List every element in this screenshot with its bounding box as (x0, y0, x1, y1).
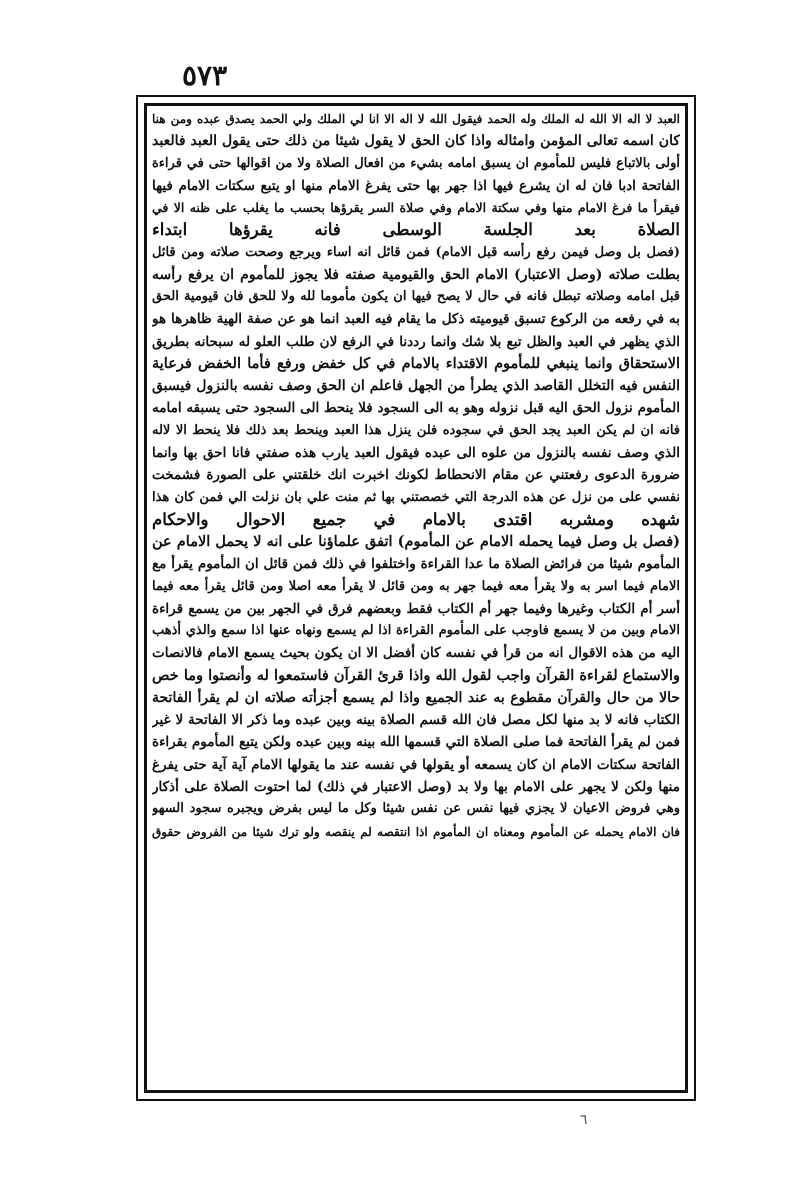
text-line: الامام وبين من لا يسمع فاوجب على المأموم القراءة اذا لم يسمع ونهاه عنها اذا سمع والذي أذهب (152, 623, 680, 639)
text-line: الذي يظهر في العبد والظل تبع بلا شك وانما رددنا في الرفع لان طلب العلو له سبحانه بطريق (152, 333, 680, 350)
text-line: الفاتحة ادبا فان له ان يشرع فيها اذا جهر بها حتى يفرغ الامام منها او يتبع سكتات الامام فيها (152, 177, 680, 194)
text-line: المأموم شيئا من فرائض الصلاة ما عدا القراءة واختلفوا في ذلك فمن قائل ان المأموم يقرأ مع (152, 556, 680, 573)
body-text (152, 108, 680, 1088)
text-line: اليه من هذه الاقوال انه من قرأ في نفسه كان أفضل الا ان يكون بحيث يسمع الامام فالانصات (152, 645, 680, 662)
text-line: به في رفعه من الركوع تسبق قيوميته ذكل ما يقام فيه العبد انما هو عن صفة الهية ظاهرها هو (152, 311, 680, 328)
text-line: أسر أم الكتاب وغيرها وفيما جهر أم الكتاب فقط وبعضهم فرق في الجهر بين من يسمع قراءة (152, 600, 680, 617)
text-line: الكتاب فانه لا بد منها لكل مصل فان الله قسم الصلاة بينه وبين عبده وما ذكر الا الفاتحة لا غير (152, 712, 680, 729)
text-line: حالا من حال والقرآن مقطوع به عند الجميع واذا لم يسمع أجزأته صلاته ان لم يقرأ الفاتحة (152, 689, 680, 706)
page-number: ٥٧٣ (182, 59, 228, 92)
text-line: كان اسمه تعالى المؤمن وامثاله واذا كان الحق لا يقول شيئا من ذلك حتى يقول العبد فالعبد (152, 133, 680, 150)
text-line: شهده ومشربه اقتدى بالامام في جميع الاحوال والاحكام (152, 509, 680, 529)
text-line: منها ولكن لا يجهر على الامام بها ولا بد (وصل الاعتبار في ذلك) لما احتوت الصلاة على أذكار (152, 778, 680, 795)
text-line: الذي وصف نفسه بالنزول من علوه الى عبده فيقول العبد يارب هذه صفتي فانا احق بها وانما (152, 444, 680, 461)
text-line: المأموم نزول الحق اليه قبل نزوله وهو به الى السجود فلا ينحط الى السجود حتى يسبقه امامه (152, 400, 680, 417)
text-line: الاستحقاق وانما ينبغي للمأموم الاقتداء بالامام في كل خفض ورفع فأما الخفض فرعاية (152, 354, 680, 372)
bottom-mark: ٦ (580, 1112, 588, 1128)
text-line: والاستماع لقراءة القرآن واجب لقول الله واذا قرئ القرآن فاستمعوا له وأنصتوا وما خص (152, 666, 680, 684)
text-line: نفسي على من نزل عن هذه الدرجة التي خصصتني بها ثم منت علي بان نزلت الي فمن كان هذا (152, 489, 680, 505)
text-line: فيقرأ ما فرغ الامام منها وفي سكتة الامام وفي صلاة السر يقرؤها بحسب ما يغلب على ظنه الا في (152, 200, 680, 216)
text-line: الامام فيما اسر به ولا يقرأ معه فيما جهر به ومن قائل لا يقرأ معه اصلا ومن قائل يقرأ معه فيما (152, 578, 680, 594)
text-line: فان الامام يحمله عن المأموم ومعناه ان المأموم اذا انتقصه لم ينقصه ولو ترك شيئا من الفروض حقوق (152, 824, 680, 839)
text-line: فانه ان لم يكن العبد يجد الحق في سجوده فلن ينزل هذا العبد وينحط بعد ذلك فلا ينحط الا لاله (152, 422, 680, 438)
text-line: أولى بالاتباع فليس للمأموم ان يسبق امامه بشيء من افعال الصلاة ولا من اقوالها حتى في قراءة (152, 155, 680, 171)
text-line: الفاتحة سكتات الامام ان كان يسمعه أو يقولها في نفسه عند ما يقولها الامام آية آية حتى يفرغ (152, 756, 680, 773)
text-line: (فصل بل وصل فيمن رفع رأسه قبل الامام) فمن قائل انه اساء ويرجع وصحت صلاته ومن قائل (152, 244, 680, 260)
text-line: بطلت صلاته (وصل الاعتبار) الامام الحق والقيومية صفته فلا يجوز للمأموم ان يرفع رأسه (152, 266, 680, 283)
text-line: العبد لا اله الا الله له الملك وله الحمد فيقول الله لا اله الا انا لي الملك ولي الحمد يصدق عبده ومن هنا (152, 112, 680, 126)
text-line: قبل امامه وصلاته تبطل فانه في حال لا يصح فيها ان يكون مأموما لله ولا للحق فان قيومية الحق (152, 289, 680, 305)
text-line: (فصل بل وصل فيما يحمله الامام عن المأموم) اتفق علماؤنا على انه لا يحمل الامام عن (152, 533, 680, 551)
text-line: ضرورة الدعوى رفعتني عن مقام الانحطاط لكونك اخبرت انك خلقتني على الصورة فشمخت (152, 467, 680, 484)
text-line: الصلاة بعد الجلسة الوسطى فانه يقرؤها ابتداء (152, 220, 680, 240)
text-line: وهي فروض الاعيان لا يجزي فيها نفس عن نفس شيئا وكل ما ليس بفرض ويجبره سجود السهو (152, 801, 680, 817)
text-line: النفس فيه التخلل القاصد الذي يطرأ من الجهل فاعلم ان الحق وصف نفسه بالنزول فيسبق (152, 378, 680, 395)
text-line: فمن لم يقرأ الفاتحة فما صلى الصلاة التي قسمها الله بينه وبين عبده ولكن يتبع المأموم بقراءة (152, 734, 680, 751)
